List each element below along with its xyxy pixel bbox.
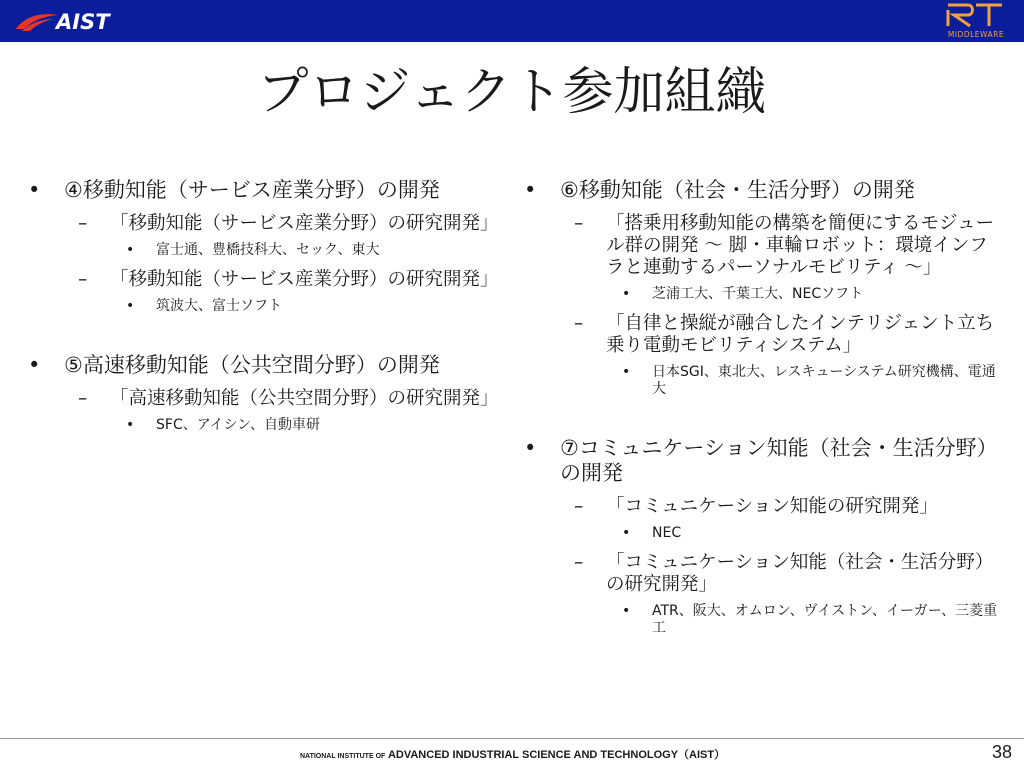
- bullet-level2: [22, 213, 512, 235]
- bullet-dot: •: [622, 364, 631, 380]
- bullet-level3-text: 筑波大、富士ソフト: [156, 298, 282, 314]
- footer-divider: [0, 738, 1024, 739]
- bullet-dot: •: [126, 242, 135, 258]
- bullet-dot: •: [622, 286, 631, 302]
- bullet-dot: •: [524, 436, 537, 460]
- bullet-level2: [518, 496, 998, 518]
- rt-logo-subtitle: MIDDLEWARE: [947, 30, 1005, 39]
- slide-title: プロジェクト参加組織: [257, 63, 767, 122]
- bullet-level1: [22, 353, 512, 378]
- bullet-level1-text: ⑤高速移動知能（公共空間分野）の開発: [64, 353, 440, 377]
- bullet-level2: [518, 313, 998, 357]
- rt-middleware-logo: [938, 2, 1014, 42]
- bullet-level1-text: ④移動知能（サービス産業分野）の開発: [64, 178, 440, 202]
- bullet-level3: [22, 242, 512, 259]
- aist-swoosh-icon: [14, 9, 60, 35]
- footer-name: ADVANCED INDUSTRIAL SCIENCE AND TECHNOLOGY（AIST）: [387, 749, 726, 761]
- bullet-dot: •: [524, 178, 537, 202]
- bullet-level3-text: 日本SGI、東北大、レスキューシステム研究機構、電通大: [652, 364, 996, 397]
- bullet-level2: [518, 552, 998, 596]
- bullet-dash: –: [78, 388, 88, 409]
- bullet-dash: –: [574, 496, 584, 517]
- footer-prefix: NATIONAL INSTITUTE OF: [300, 753, 386, 760]
- bullet-dot: •: [28, 353, 41, 377]
- bullet-dash: –: [78, 269, 88, 290]
- bullet-dot: •: [622, 525, 631, 541]
- bullet-level3-text: NEC: [652, 525, 682, 541]
- bullet-level3-text: ATR、阪大、オムロン、ヴイストン、イーガー、三菱重工: [652, 603, 998, 636]
- bullet-level3: [518, 286, 998, 303]
- bullet-level1: [22, 178, 512, 203]
- bullet-level3: [22, 298, 512, 315]
- aist-logo: [14, 9, 126, 35]
- bullet-dot: •: [28, 178, 41, 202]
- bullet-level2-text: 「コミュニケーション知能の研究開発」: [606, 496, 938, 517]
- bullet-level2-text: 「コミュニケーション知能（社会・生活分野）の研究開発」: [606, 552, 994, 595]
- bullet-level3: [22, 417, 512, 434]
- bullet-level3: [518, 603, 998, 637]
- bullet-level1: [518, 178, 998, 203]
- bullet-level2-text: 「自律と操縦が融合したインテリジェント立ち乗り電動モビリティシステム」: [606, 313, 995, 356]
- bullet-level2-text: 「移動知能（サービス産業分野）の研究開発」: [110, 213, 499, 234]
- bullet-level3-text: SFC、アイシン、自動車研: [156, 417, 320, 433]
- bullet-level2: [518, 213, 998, 279]
- bullet-level1-text: ⑦コミュニケーション知能（社会・生活分野）の開発: [560, 436, 998, 485]
- bullet-level2-text: 「移動知能（サービス産業分野）の研究開発」: [110, 269, 499, 290]
- aist-logo-text: AIST: [56, 10, 110, 34]
- left-column: [22, 178, 512, 434]
- bullet-level3-text: 芝浦工大、千葉工大、NECソフト: [652, 286, 864, 302]
- bullet-dot: •: [126, 417, 135, 433]
- bullet-level2: [22, 269, 512, 291]
- bullet-level3-text: 富士通、豊橋技科大、セック、東大: [156, 242, 380, 258]
- right-column: [518, 178, 998, 637]
- header-bar: [0, 0, 1024, 44]
- bullet-level1: [518, 436, 998, 486]
- bullet-level3: [518, 525, 998, 542]
- bullet-dash: –: [574, 213, 584, 234]
- bullet-level2: [22, 388, 512, 410]
- bullet-dash: –: [78, 213, 88, 234]
- bullet-level2-text: 「高速移動知能（公共空間分野）の研究開発」: [110, 388, 499, 409]
- rt-logo-mark: [944, 2, 1004, 28]
- bullet-level3: [518, 364, 998, 398]
- bullet-dot: •: [622, 603, 631, 619]
- bullet-level2-text: 「搭乗用移動知能の構築を簡便にするモジュール群の開発 ～ 脚・車輪ロボット：環境インフラと連動するパーソナルモビリティ ～」: [606, 213, 995, 278]
- bullet-dot: •: [126, 298, 135, 314]
- bullet-level1-text: ⑥移動知能（社会・生活分野）の開発: [560, 178, 915, 202]
- footer-institute-name: [300, 746, 725, 762]
- page-number: 38: [991, 742, 1012, 762]
- bullet-dash: –: [574, 313, 584, 334]
- bullet-dash: –: [574, 552, 584, 573]
